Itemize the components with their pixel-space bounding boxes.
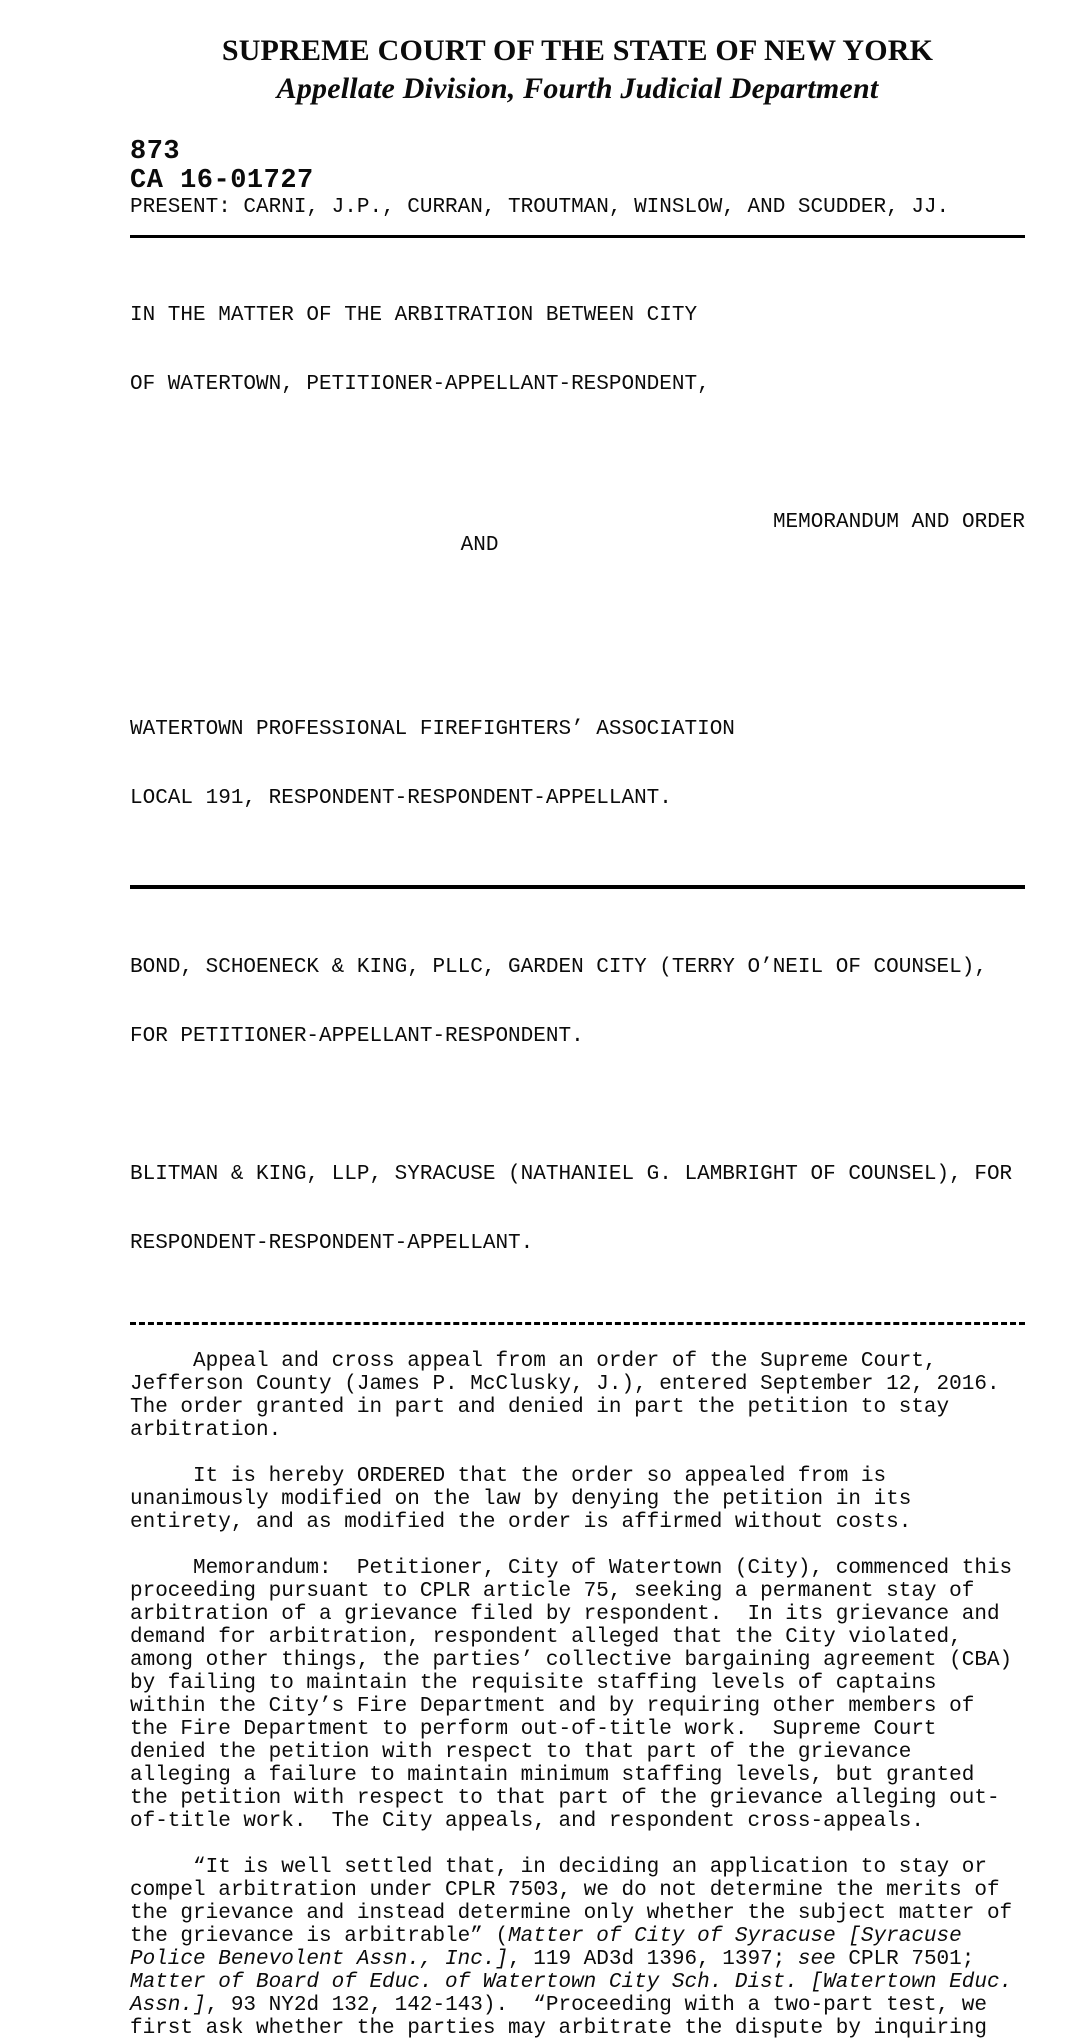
counsel-line: BOND, SCHOENECK & KING, PLLC, GARDEN CITY (TERRY O’NEIL OF COUNSEL),	[130, 956, 987, 979]
text-line: first ask whether the parties may arbitrate the dispute by inquiring	[130, 2017, 987, 2040]
case-number: CA 16-01727	[130, 166, 314, 196]
decision-number: 873	[130, 137, 181, 167]
text-line: demand for arbitration, respondent alleged that the City violated,	[130, 1626, 962, 1649]
paragraph	[130, 1557, 1025, 1833]
text-line: “It is well settled that, in deciding an application to stay or	[130, 1856, 987, 1879]
text-line: the petition with respect to that part of the grievance alleging out-	[130, 1787, 1000, 1810]
caption-line: WATERTOWN PROFESSIONAL FIREFIGHTERS’ ASSOCIATION	[130, 718, 735, 741]
text-line: arbitration.	[130, 1419, 282, 1442]
paragraph	[130, 1350, 1025, 1442]
text-line: Matter of Board of Educ. of Watertown City Sch. Dist. [Watertown Educ.	[130, 1971, 1013, 1994]
caption-line: IN THE MATTER OF THE ARBITRATION BETWEEN CITY	[130, 304, 698, 327]
court-title: SUPREME COURT OF THE STATE OF NEW YORK	[221, 34, 934, 67]
paragraph	[130, 1856, 1025, 2040]
caption-and-row	[130, 511, 1025, 603]
text-line: proceeding pursuant to CPLR article 75, seeking a permanent stay of	[130, 1580, 975, 1603]
text-line: the grievance is arbitrable” (Matter of City of Syracuse [Syracuse	[130, 1925, 962, 1948]
text-line: by failing to maintain the requisite staffing levels of captains	[130, 1672, 937, 1695]
divider-solid-bottom	[130, 885, 1025, 889]
text-line: unanimously modified on the law by denying the petition in its	[130, 1488, 912, 1511]
text-line: Memorandum: Petitioner, City of Watertown (City), commenced this	[130, 1557, 1013, 1580]
divider-solid-top	[130, 235, 1025, 238]
counsel-line: RESPONDENT-RESPONDENT-APPELLANT.	[130, 1232, 534, 1255]
text-line: arbitration of a grievance filed by respondent. In its grievance and	[130, 1603, 1000, 1626]
panel-present-line: PRESENT: CARNI, J.P., CURRAN, TROUTMAN, WINSLOW, AND SCUDDER, JJ.	[130, 196, 950, 219]
counsel-line: BLITMAN & KING, LLP, SYRACUSE (NATHANIEL G. LAMBRIGHT OF COUNSEL), FOR	[130, 1163, 1013, 1186]
text-line: alleging a failure to maintain minimum staffing levels, but granted	[130, 1764, 975, 1787]
text-line: denied the petition with respect to that part of the grievance	[130, 1741, 912, 1764]
and-label: AND	[460, 534, 499, 557]
text-line: Jefferson County (James P. McClusky, J.), entered September 12, 2016.	[130, 1373, 1000, 1396]
caption-line: OF WATERTOWN, PETITIONER-APPELLANT-RESPONDENT,	[130, 373, 710, 396]
docket-block	[130, 138, 1025, 219]
blank-line	[130, 442, 1025, 465]
text-line: of-title work. The City appeals, and respondent cross-appeals.	[130, 1810, 924, 1833]
text-line: It is hereby ORDERED that the order so appealed from is	[130, 1465, 887, 1488]
text-line: The order granted in part and denied in part the petition to stay	[130, 1396, 950, 1419]
text-line: within the City’s Fire Department and by requiring other members of	[130, 1695, 975, 1718]
blank-line	[130, 1094, 1025, 1117]
case-caption	[130, 258, 1025, 856]
text-line: among other things, the parties’ collective bargaining agreement (CBA)	[130, 1649, 1013, 1672]
text-line: the grievance and instead determine only whether the subject matter of	[130, 1902, 1013, 1925]
division-title: Appellate Division, Fourth Judicial Department	[276, 72, 879, 105]
text-line: the Fire Department to perform out-of-title work. Supreme Court	[130, 1718, 937, 1741]
caption-line: LOCAL 191, RESPONDENT-RESPONDENT-APPELLANT.	[130, 787, 672, 810]
counsel-block	[130, 910, 1025, 1301]
blank-line	[130, 649, 1025, 672]
text-line: Assn.], 93 NY2d 132, 142-143). “Proceeding with a two-part test, we	[130, 1994, 987, 2017]
text-line: compel arbitration under CPLR 7503, we do not determine the merits of	[130, 1879, 1000, 1902]
memorandum-and-order-label: MEMORANDUM AND ORDER	[772, 511, 1025, 534]
text-line: Police Benevolent Assn., Inc.], 119 AD3d 1396, 1397; see CPLR 7501;	[130, 1948, 975, 1971]
counsel-line: FOR PETITIONER-APPELLANT-RESPONDENT.	[130, 1025, 584, 1048]
divider-dashed	[130, 1322, 1025, 1325]
text-line: entirety, and as modified the order is affirmed without costs.	[130, 1511, 912, 1534]
body-paragraphs	[130, 1350, 1025, 2040]
text-line: Appeal and cross appeal from an order of the Supreme Court,	[130, 1350, 937, 1373]
paragraph	[130, 1465, 1025, 1534]
document-header	[130, 32, 1025, 108]
